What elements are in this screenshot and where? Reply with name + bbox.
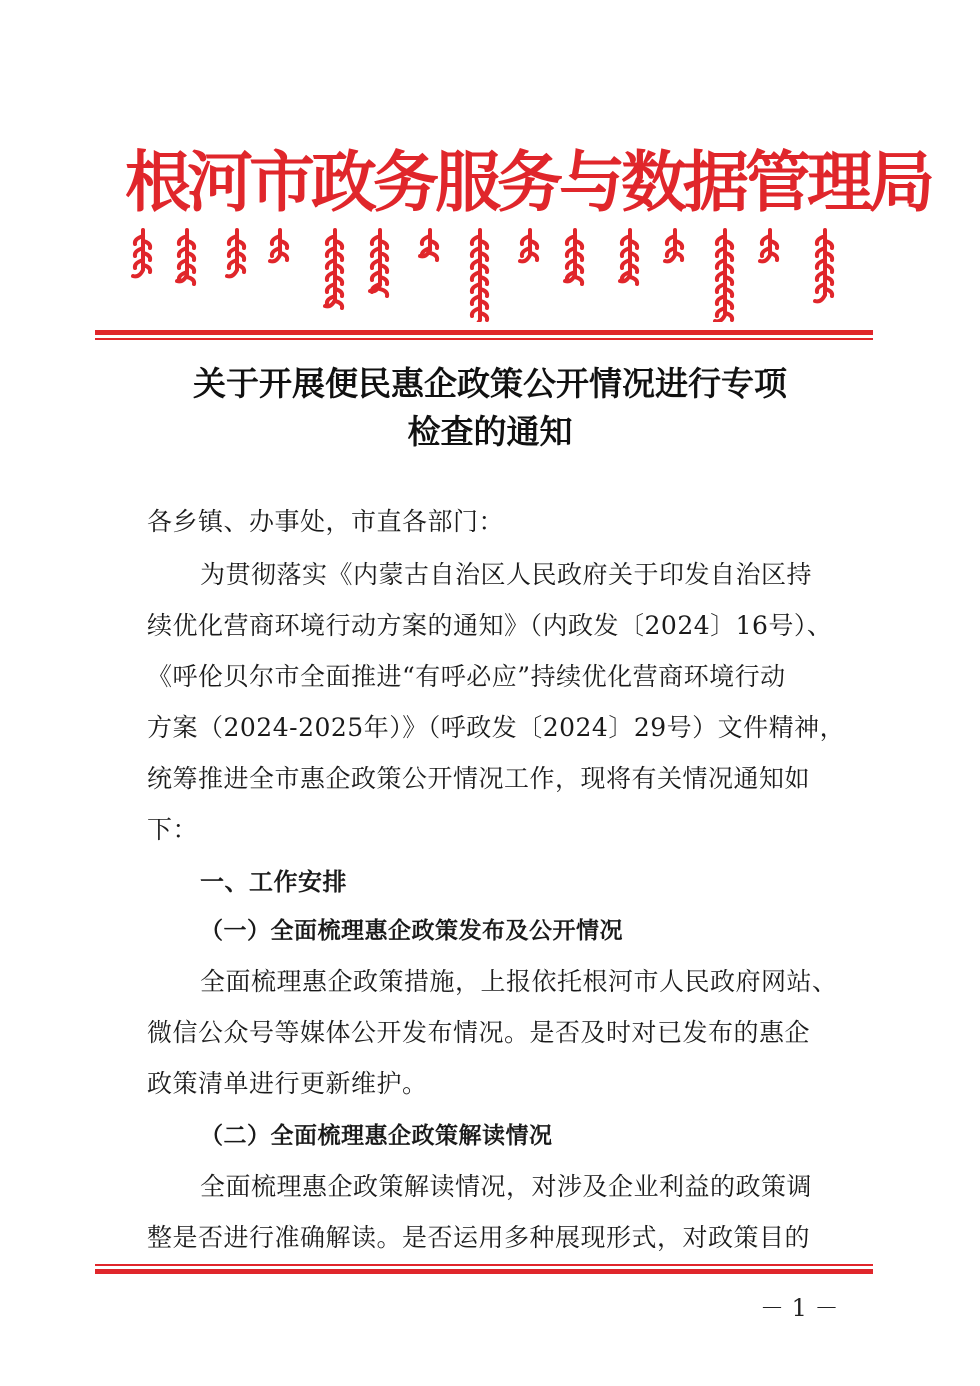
footer-divider xyxy=(95,1264,873,1274)
page-number: － 1 － xyxy=(760,1294,839,1322)
document-title-line-1: 关于开展便民惠企政策公开情况进行专项 xyxy=(193,364,787,403)
sub1-line-1: 全面梳理惠企政策措施，上报依托根河市人民政府网站、 xyxy=(200,967,838,996)
letterhead-divider xyxy=(95,330,873,340)
sub2-line-2: 整是否进行准确解读。是否运用多种展现形式，对政策目的 xyxy=(147,1223,811,1252)
intro-line-4: 方案（2024-2025年）》（呼政发〔2024〕29号）文件精神， xyxy=(147,713,846,742)
intro-line-1: 为贯彻落实《内蒙古自治区人民政府关于印发自治区持 xyxy=(200,560,813,589)
letterhead-org-name: 根河市政务服务与数据管理局 xyxy=(125,143,931,221)
mongolian-script-org-name xyxy=(125,222,845,322)
sub-heading-1: （一）全面梳理惠企政策发布及公开情况 xyxy=(200,918,623,944)
sub2-line-1: 全面梳理惠企政策解读情况，对涉及企业利益的政策调 xyxy=(200,1172,813,1201)
addressee: 各乡镇、办事处，市直各部门： xyxy=(147,507,505,536)
section-heading-work-arrangement: 一、工作安排 xyxy=(200,868,347,896)
intro-line-3: 《呼伦贝尔市全面推进“有呼必应”持续优化营商环境行动 xyxy=(147,662,786,691)
intro-line-2: 续优化营商环境行动方案的通知》（内政发〔2024〕16号）、 xyxy=(147,611,833,640)
mongolian-script-glyphs xyxy=(125,222,845,322)
sub-heading-2: （二）全面梳理惠企政策解读情况 xyxy=(200,1123,553,1149)
intro-line-5: 统筹推进全市惠企政策公开情况工作，现将有关情况通知如 xyxy=(147,764,811,793)
sub1-line-3: 政策清单进行更新维护。 xyxy=(147,1069,428,1098)
intro-line-6: 下： xyxy=(147,815,199,844)
sub1-line-2: 微信公众号等媒体公开发布情况。是否及时对已发布的惠企 xyxy=(147,1018,811,1047)
document-title-line-2: 检查的通知 xyxy=(407,412,573,451)
